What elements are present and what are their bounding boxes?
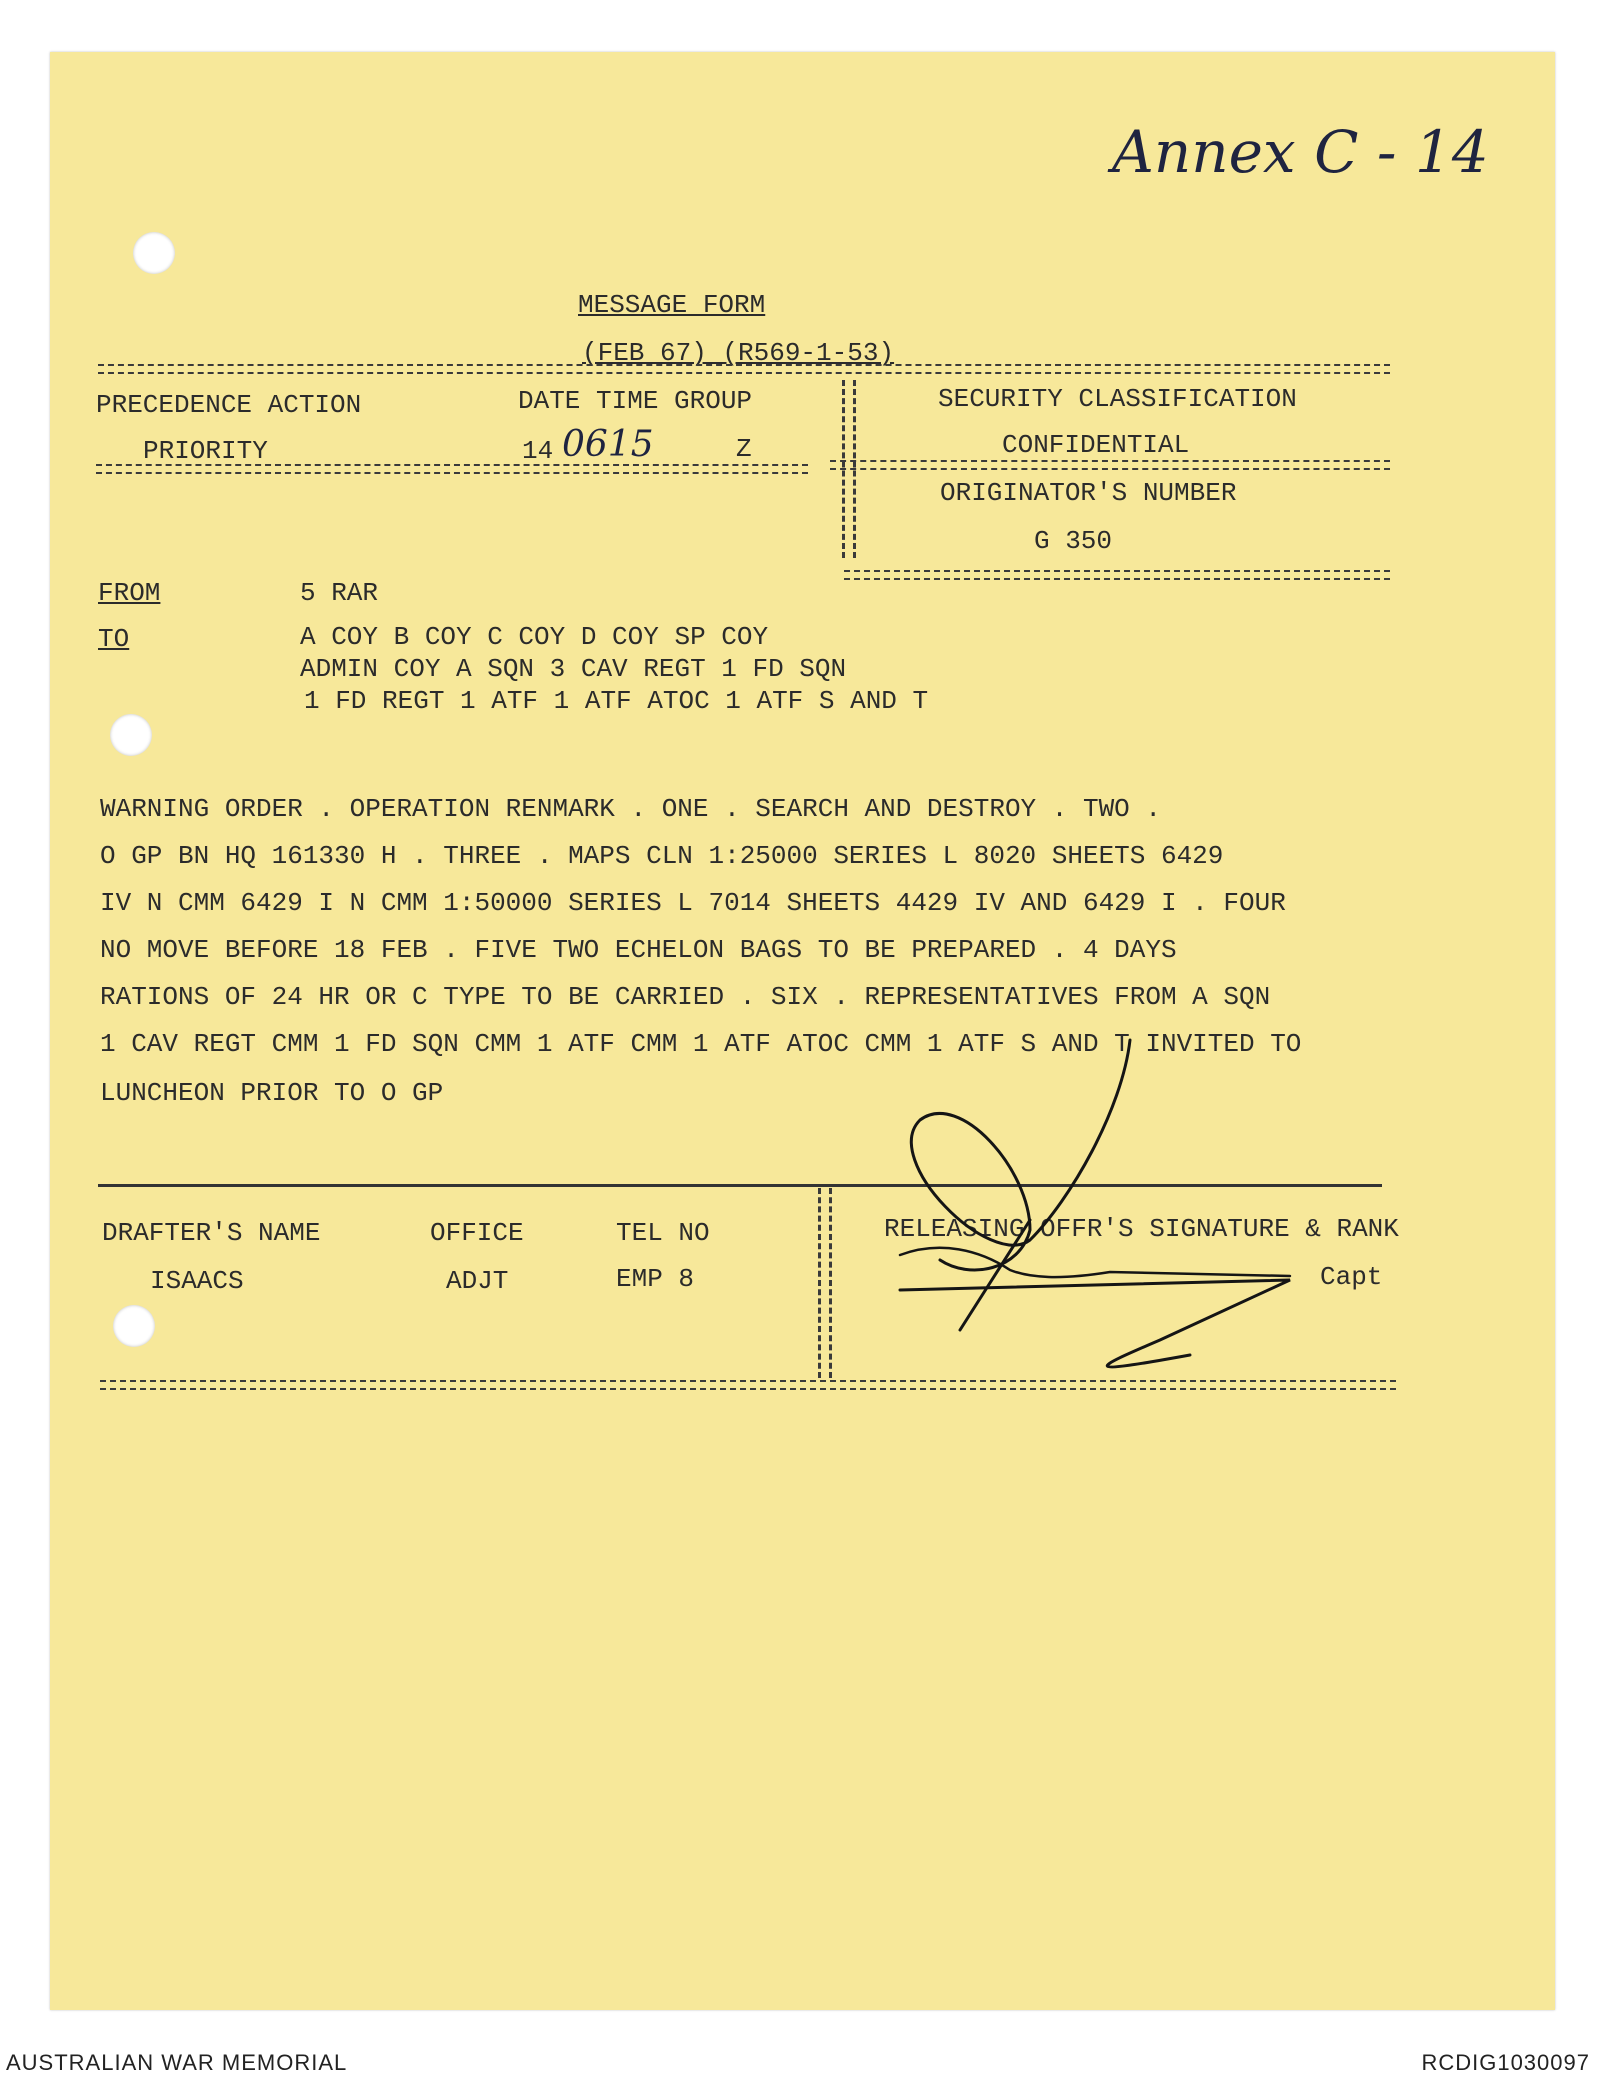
office-value: ADJT — [446, 1266, 509, 1296]
drafter-name-value: ISAACS — [150, 1266, 244, 1296]
to-line: ADMIN COY A SQN 3 CAV REGT 1 FD SQN — [300, 654, 847, 684]
originator-label: ORIGINATOR'S NUMBER — [940, 478, 1237, 508]
from-label: FROM — [98, 578, 161, 608]
header-right-bottom-rule — [844, 570, 1390, 580]
handwritten-annotation: Annex C - 14 — [1112, 118, 1489, 186]
to-line: A COY B COY C COY D COY SP COY — [300, 622, 769, 652]
header-left-bottom-rule — [96, 464, 808, 474]
signature — [860, 1000, 1320, 1400]
message-line: RATIONS OF 24 HR OR C TYPE TO BE CARRIED . SIX . REPRESENTATIVES FROM A SQN — [100, 982, 1271, 1012]
message-line: NO MOVE BEFORE 18 FEB . FIVE TWO ECHELON BAGS TO BE PREPARED . 4 DAYS — [100, 935, 1177, 965]
dtg-day: 14 — [522, 436, 554, 466]
to-label: TO — [98, 624, 130, 654]
form-reference: (FEB 67) (R569-1-53) — [582, 338, 895, 368]
dtg-label: DATE TIME GROUP — [518, 386, 753, 416]
punch-hole — [110, 714, 152, 756]
security-value: CONFIDENTIAL — [1002, 430, 1190, 460]
precedence-value: PRIORITY — [143, 436, 268, 466]
message-line: LUNCHEON PRIOR TO O GP — [100, 1078, 444, 1108]
from-value: 5 RAR — [300, 578, 379, 608]
originator-value: G 350 — [1034, 526, 1113, 556]
precedence-label: PRECEDENCE ACTION — [96, 390, 362, 420]
drafter-name-label: DRAFTER'S NAME — [102, 1218, 321, 1248]
header-right-middle-rule — [830, 460, 1390, 470]
release-rank: Capt — [1320, 1262, 1383, 1292]
footer-id: RCDIG1030097 — [1421, 2050, 1590, 2075]
security-label: SECURITY CLASSIFICATION — [938, 384, 1297, 414]
tel-value: EMP 8 — [616, 1264, 695, 1294]
form-title: MESSAGE FORM — [578, 290, 766, 320]
office-label: OFFICE — [430, 1218, 524, 1248]
drafter-vertical-divider — [818, 1188, 832, 1378]
header-top-rule — [98, 364, 1390, 374]
dtg-time-handwritten: 0615 — [562, 424, 654, 465]
punch-hole — [113, 1305, 155, 1347]
message-line: WARNING ORDER . OPERATION RENMARK . ONE . SEARCH AND DESTROY . TWO . — [100, 794, 1161, 824]
message-line: O GP BN HQ 161330 H . THREE . MAPS CLN 1:25000 SERIES L 8020 SHEETS 6429 — [100, 841, 1224, 871]
message-line: IV N CMM 6429 I N CMM 1:50000 SERIES L 7014 SHEETS 4429 IV AND 6429 I . FOUR — [100, 888, 1286, 918]
punch-hole — [133, 232, 175, 274]
to-line: 1 FD REGT 1 ATF 1 ATF ATOC 1 ATF S AND T — [304, 686, 929, 716]
footer-source: AUSTRALIAN WAR MEMORIAL — [6, 2050, 348, 2075]
tel-label: TEL NO — [616, 1218, 710, 1248]
release-label: RELEASING OFFR'S SIGNATURE & RANK — [884, 1214, 1399, 1244]
dtg-zone: Z — [736, 434, 752, 464]
message-line: 1 CAV REGT CMM 1 FD SQN CMM 1 ATF CMM 1 ATF ATOC CMM 1 ATF S AND T INVITED TO — [100, 1029, 1302, 1059]
